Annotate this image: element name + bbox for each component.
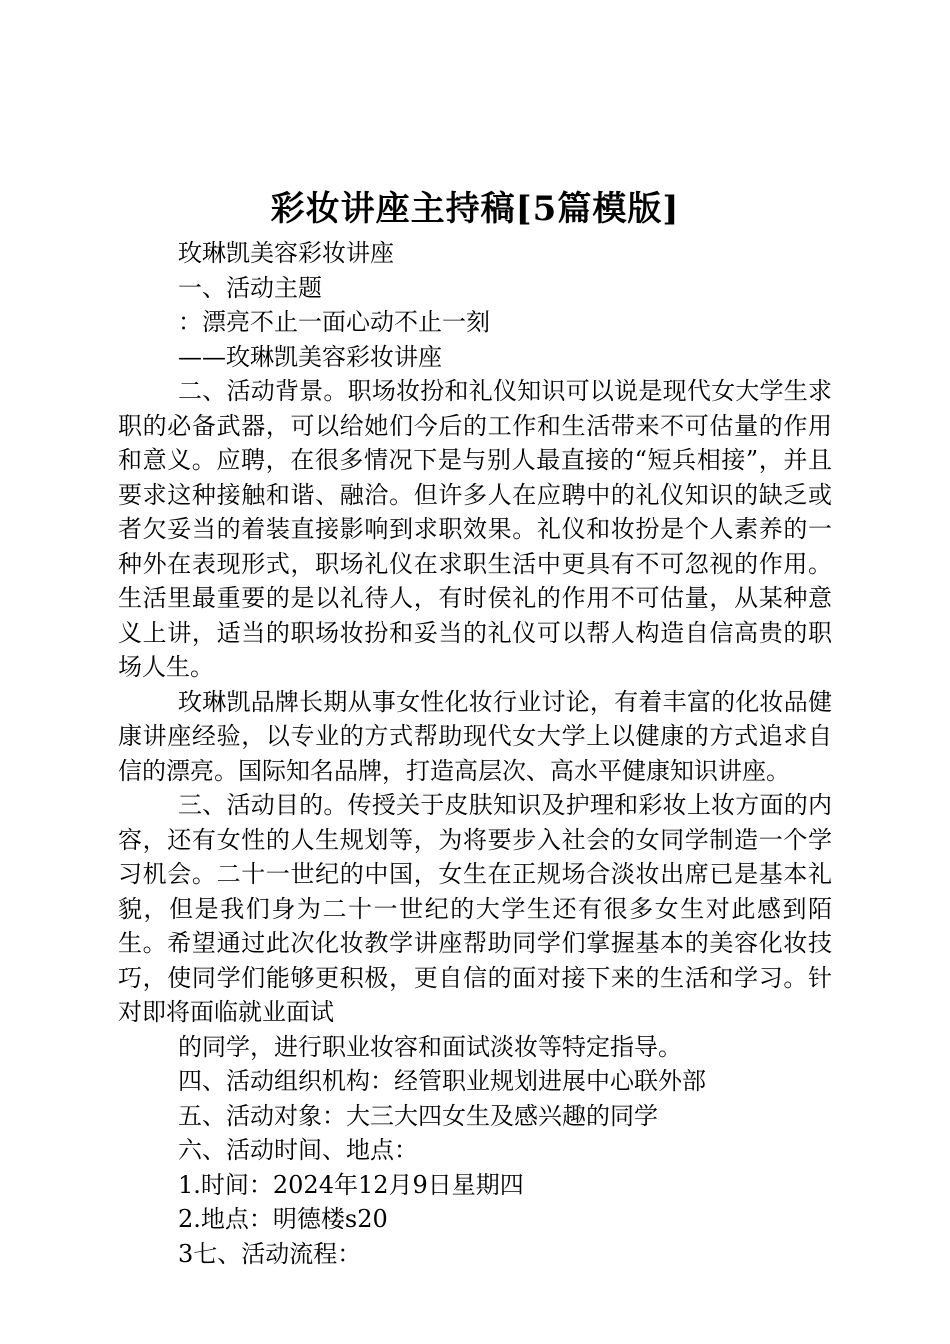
text-line: ：漂亮不止一面心动不止一刻 — [178, 308, 490, 336]
text-line: 玫琳凯美容彩妆讲座 — [178, 239, 394, 267]
text-line: 2.地点：明德楼s20 — [178, 1205, 388, 1233]
paragraph-background: 二、活动背景。职场妆扮和礼仪知识可以说是现代女大学生求职的必备武器，可以给她们今后的工作和生活带来不可估量的作用和意义。应聘，在很多情况下是与别人最直接的“短兵相接”，并且要求这种接触和谐、融洽。但许多人在应聘中的礼仪知识的缺乏或者欠妥当的着装直接影响到求职效果。礼仪和妆扮是个人素养的一种外在表现形式，职场礼仪在求职生活中更具有不可忽视的作用。生活里最重要的是以礼待人，有时侯礼的作用不可估量，从某种意义上讲，适当的职场妆扮和妥当的礼仪可以帮人构造自信高贵的职场人生。 — [118, 377, 832, 681]
text-line: 四、活动组织机构：经管职业规划进展中心联外部 — [178, 1067, 706, 1095]
text-line: 五、活动对象：大三大四女生及感兴趣的同学 — [178, 1101, 658, 1130]
document-title: 彩妆讲座主持稿[5篇模版] — [270, 189, 680, 229]
text-line: 3七、活动流程： — [178, 1239, 362, 1268]
text-line: ——玫琳凯美容彩妆讲座 — [178, 342, 442, 371]
text-line: 一、活动主题 — [178, 273, 322, 302]
paragraph-purpose: 三、活动目的。传授关于皮肤知识及护理和彩妆上妆方面的内容，还有女性的人生规划等，为将要步入社会的女同学制造一个学习机会。二十一世纪的中国，女生在正规场合淡妆出席已是基本礼貌，但是我们身为二十一世纪的大学生还有很多女生对此感到陌生。希望通过此次化妆教学讲座帮助同学们掌握基本的美容化妆技巧，使同学们能够更积极，更自信的面对接下来的生活和学习。针对即将面临就业面试 — [118, 791, 832, 1026]
text-line: 的同学，进行职业妆容和面试淡妆等特定指导。 — [178, 1032, 682, 1061]
document-body — [118, 236, 832, 1271]
text-line: 1.时间：2024年12月9日星期四 — [178, 1170, 524, 1199]
text-line: 六、活动时间、地点： — [178, 1136, 418, 1164]
paragraph-brand: 玫琳凯品牌长期从事女性化妆行业讨论，有着丰富的化妆品健康讲座经验，以专业的方式帮助现代女大学上以健康的方式追求自信的漂亮。国际知名品牌，打造高层次、高水平健康知识讲座。 — [118, 687, 832, 785]
